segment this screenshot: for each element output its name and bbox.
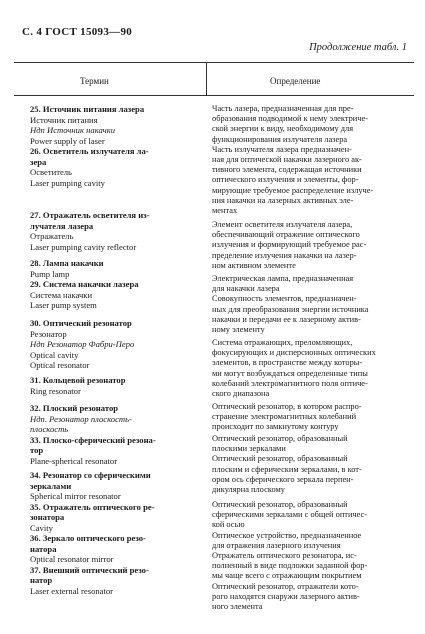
- definition-line: образования подводимой к нему электриче-: [212, 114, 368, 124]
- term-block: [30, 258, 139, 311]
- term-line: 34. Резонатор со сферическими: [30, 470, 151, 480]
- definition-line: ментах: [212, 206, 238, 216]
- definition-line: Оптический резонатор, образованный: [212, 500, 348, 509]
- definition-block: [212, 500, 367, 612]
- definition-line: кой осью: [212, 520, 245, 530]
- definition-line: Часть излучателя лазера предназначен-: [212, 144, 352, 154]
- definition-line: для отражения лазерного излучения: [212, 540, 341, 550]
- definition-line: Элемент осветителя излучателя лазера,: [212, 220, 353, 229]
- term-block: [30, 318, 134, 371]
- term-line: натора: [30, 543, 57, 554]
- definition-line: ного элемента: [212, 602, 263, 612]
- term-line: 27. Отражатель осветителя из-: [30, 210, 150, 220]
- table-top-rule: [14, 62, 414, 63]
- definition-line: Оптический резонатор, образованный: [212, 434, 348, 443]
- term-line: Ring resonator: [30, 385, 81, 396]
- term-block: [30, 210, 150, 252]
- definition-line: ном активном элементе: [212, 260, 296, 270]
- definition-line: накачки и передачи ее к лазерному актив-: [212, 314, 361, 324]
- term-block: [30, 470, 155, 596]
- term-line: 29. Система накачки лазера: [30, 279, 139, 289]
- definition-line: Отражатель оптического резонатора, ис-: [212, 551, 357, 561]
- definition-line: мы чаще всего с отражающим покрытием: [212, 571, 362, 581]
- definition-line: Электрическая лампа, предназначенная: [212, 274, 354, 283]
- term-line: Система накачки: [30, 289, 93, 300]
- term-line: 33. Плоско-сферический резона-: [30, 434, 156, 445]
- table-header-rule: [14, 95, 414, 96]
- term-line: Источник питания: [30, 114, 98, 125]
- continuation-label: Продолжение табл. 1: [309, 42, 407, 53]
- definition-block: [212, 338, 376, 399]
- definition-line: Система отражающих, преломляющих,: [212, 338, 353, 347]
- definition-line: фокусирующих и дисперсионных оптических: [212, 348, 376, 358]
- term-line: Резонатор: [30, 328, 67, 339]
- term-line: 30. Оптический резонатор: [30, 318, 132, 328]
- term-line: Осветитель: [30, 167, 72, 177]
- term-line: Ндп Источник накачки: [30, 125, 116, 135]
- column-header-definition: Определение: [270, 76, 321, 86]
- term-line: 37. Внешний оптический резо-: [30, 564, 149, 575]
- term-line: 26. Осветитель излучателя ла-: [30, 146, 149, 156]
- term-line: зеркалами: [30, 480, 72, 491]
- term-line: Optical resonator mirror: [30, 554, 114, 564]
- term-line: Laser pumping cavity reflector: [30, 241, 137, 252]
- term-line: Laser pumping cavity: [30, 177, 105, 188]
- definition-line: Оптическое устройство, предназначенное: [212, 530, 362, 540]
- definition-line: ния накачки на лазерных активных эле-: [212, 195, 354, 205]
- definition-line: для накачки лазера: [212, 284, 280, 294]
- definition-line: ского диапазона: [212, 389, 270, 399]
- term-line: Optical resonator: [30, 360, 90, 370]
- definition-line: ных для преобразования энергии источника: [212, 304, 369, 314]
- definition-block: [212, 402, 362, 433]
- term-block: [30, 403, 156, 466]
- definition-block: [212, 220, 366, 271]
- column-divider: [206, 62, 207, 95]
- term-line: плоскость: [30, 424, 69, 434]
- term-line: Отражатель: [30, 231, 74, 241]
- term-line: Plane-spherical resonator: [30, 455, 118, 466]
- term-line: лучателя лазера: [30, 220, 94, 231]
- definition-line: ному элементу: [212, 325, 265, 335]
- definition-line: странение электромагнитных колебаний: [212, 412, 357, 422]
- definition-line: Оптический резонатор, отражатели кото-: [212, 581, 359, 591]
- definition-line: колебаний электромагнитного поля оптиче-: [212, 378, 368, 388]
- term-line: Ндп. Резонатор плоскость-: [30, 413, 132, 424]
- definition-line: Оптический резонатор, в котором распро-: [212, 402, 362, 411]
- definition-line: рого находятся снаружи лазерного актив-: [212, 591, 360, 601]
- term-line: Spherical mirror resonator: [30, 491, 121, 501]
- term-line: 36. Зеркало оптического резо-: [30, 533, 146, 543]
- term-line: Laser pump system: [30, 300, 97, 310]
- column-header-terms: Термин: [80, 76, 109, 86]
- definition-line: обеспечивающий отражение оптического: [212, 230, 360, 240]
- term-line: 28. Лампа накачки: [30, 258, 104, 268]
- definition-line: дикулярна плоскому: [212, 485, 285, 495]
- term-line: Ндп Резонатор Фабри-Перо: [30, 339, 135, 349]
- term-line: 31. Кольцевой резонатор: [30, 375, 126, 385]
- definition-line: ми могут возбуждаться определенные типы: [212, 368, 368, 378]
- definition-line: плоскими зеркалами: [212, 444, 286, 454]
- term-line: натор: [30, 575, 53, 585]
- term-line: Laser external resonator: [30, 585, 114, 596]
- definition-line: элементов, в пространстве между которы-: [212, 358, 363, 368]
- term-line: Cavity: [30, 522, 53, 533]
- page-reference: С. 4 ГОСТ 15093—90: [22, 26, 133, 38]
- definition-line: пределение излучения накачки на лазер-: [212, 250, 357, 260]
- definition-line: тивного элемента, содержащая источники: [212, 165, 362, 175]
- definition-line: плоским и сферическим зеркалами, в кот-: [212, 464, 362, 474]
- term-line: 32. Плоский резонатор: [30, 403, 119, 413]
- definition-line: ской энергии к виду, необходимому для: [212, 124, 354, 134]
- term-line: Power supply of laser: [30, 135, 105, 146]
- definition-block: [212, 274, 368, 335]
- definition-line: ором ось сферического зеркала перпен-: [212, 474, 354, 484]
- term-line: Optical cavity: [30, 349, 79, 360]
- definition-line: Оптический резонатор, образованный: [212, 454, 348, 464]
- definition-block: [212, 434, 362, 495]
- term-block: [30, 104, 149, 188]
- definition-line: полненный в виде подложки заданной фор-: [212, 561, 368, 571]
- definition-block: [212, 104, 373, 216]
- term-line: зера: [30, 156, 47, 167]
- term-line: 25. Источник питания лазера: [30, 104, 145, 114]
- definition-line: Совокупность элементов, предназначен-: [212, 294, 357, 304]
- definition-line: ная для оптической накачки лазерного ак-: [212, 155, 362, 165]
- term-line: тор: [30, 445, 44, 455]
- definition-line: мирующие требуемое распределение излуче-: [212, 185, 374, 195]
- definition-line: излучения и формирующий требуемое рас-: [212, 240, 367, 250]
- term-line: Pump lamp: [30, 268, 70, 279]
- term-line: 35. Отражатель оптического ре-: [30, 501, 155, 512]
- definition-line: функционирования излучателя лазера: [212, 134, 348, 144]
- definition-line: сферическими зеркалами с общей оптичес-: [212, 510, 368, 520]
- definition-line: происходит по замкнутому контуру: [212, 422, 339, 432]
- term-line: зонатора: [30, 512, 65, 522]
- definition-line: оптического излучения и элементы, фор-: [212, 175, 359, 185]
- definition-line: Часть лазера, предназначенная для пре-: [212, 104, 354, 113]
- term-block: [30, 375, 126, 396]
